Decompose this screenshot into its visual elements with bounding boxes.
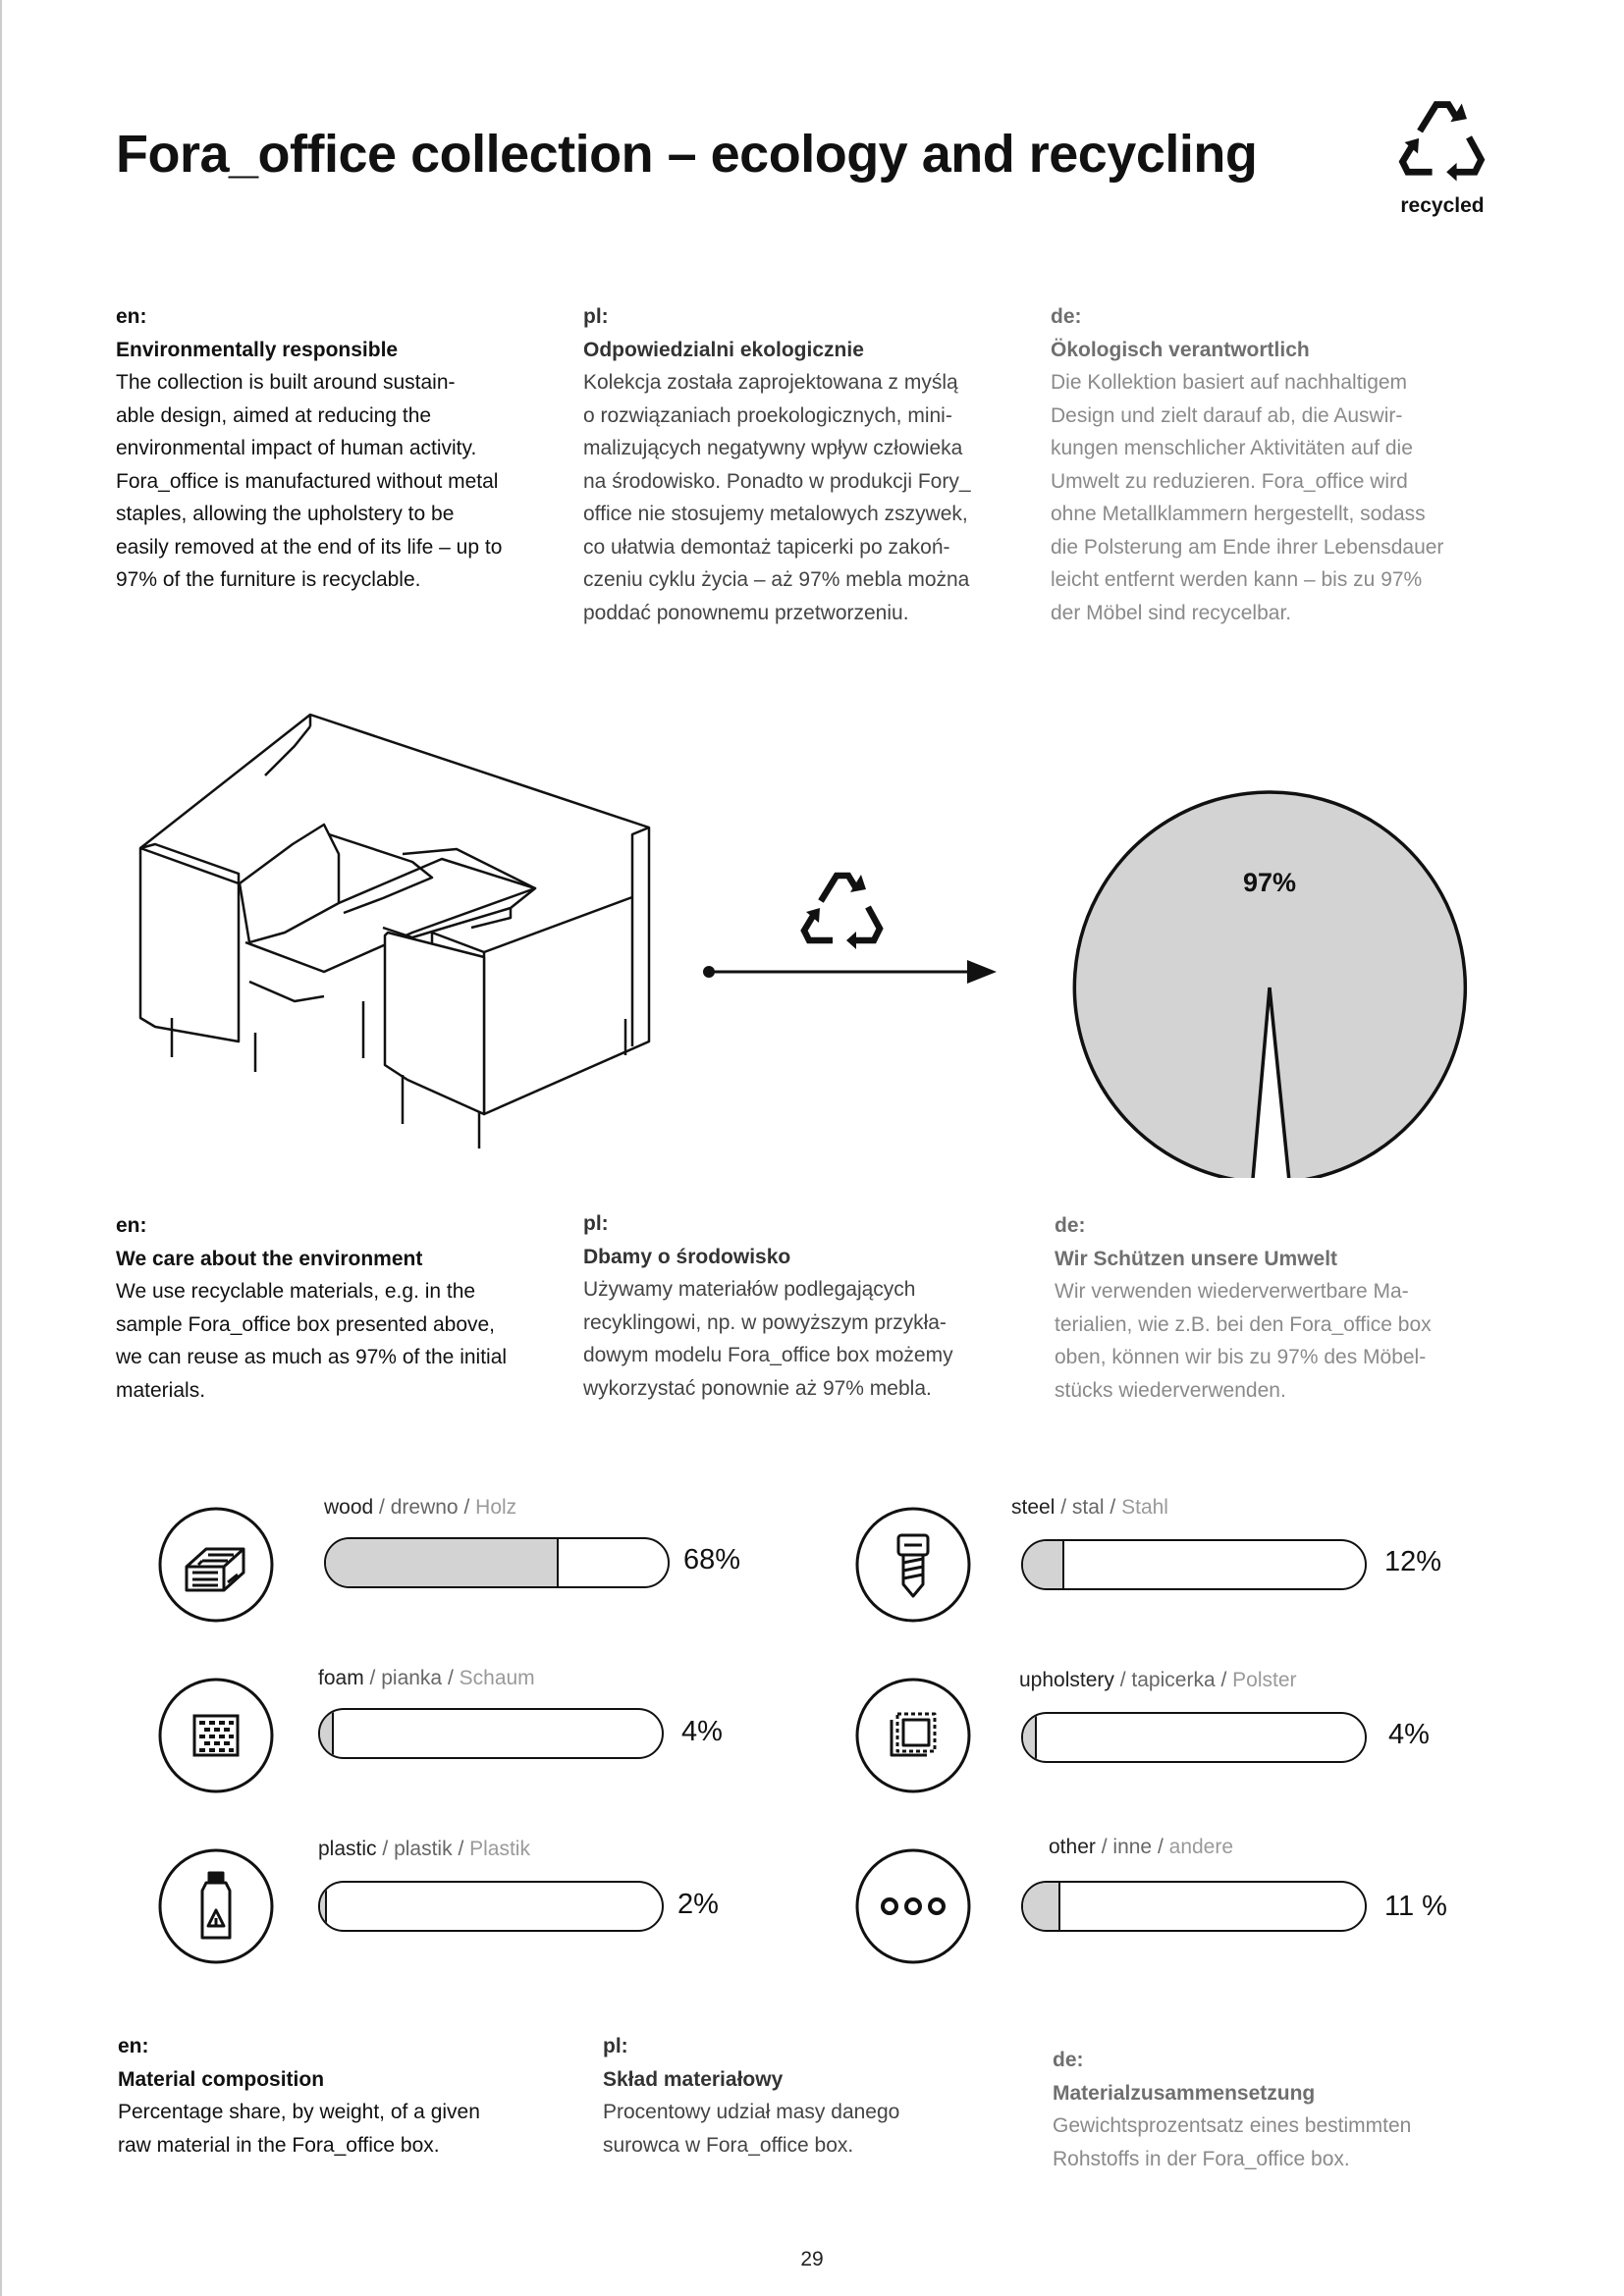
name-separator: / bbox=[1101, 1836, 1108, 1858]
material-name bbox=[1049, 1836, 1233, 1859]
page-number-wrap bbox=[0, 2248, 1624, 2291]
name-de: Polster bbox=[1232, 1669, 1297, 1691]
body-line: der Möbel sind recycelbar. bbox=[1051, 601, 1292, 624]
lang-label: de: bbox=[1055, 1214, 1086, 1237]
body-line: surowca w Fora_office box. bbox=[603, 2133, 854, 2157]
name-pl: plastik bbox=[394, 1838, 453, 1860]
pie-percentage-label: 97% bbox=[1242, 868, 1297, 897]
material-other bbox=[854, 1838, 1463, 1975]
name-en: other bbox=[1049, 1836, 1096, 1858]
material-bar bbox=[324, 1537, 670, 1588]
section3-en bbox=[118, 2030, 550, 2162]
section1-en bbox=[116, 300, 548, 597]
lang-label: pl: bbox=[583, 1212, 609, 1235]
body-line: leicht entfernt werden kann – bis zu 97% bbox=[1051, 568, 1423, 591]
name-separator: / bbox=[447, 1667, 454, 1689]
body-line: co ułatwia demontaż tapicerki po zakoń- bbox=[583, 535, 950, 559]
name-pl: stal bbox=[1071, 1496, 1105, 1519]
body-line: Fora_office is manufactured without metal bbox=[116, 469, 499, 493]
body-line: materials. bbox=[116, 1378, 206, 1402]
material-percentage: 11 % bbox=[1384, 1891, 1447, 1922]
body-line: Wir verwenden wiederverwertbare Ma- bbox=[1055, 1280, 1409, 1303]
body-line: Design und zielt darauf ab, die Auswir- bbox=[1051, 403, 1403, 427]
body-line: Umwelt zu reduzieren. Fora_office wird bbox=[1051, 469, 1408, 493]
name-de: Schaum bbox=[459, 1667, 535, 1689]
name-en: foam bbox=[318, 1667, 364, 1689]
body-line: poddać ponownemu przetworzeniu. bbox=[583, 601, 909, 624]
body-line: malizujących negatywny wpływ człowieka bbox=[583, 437, 963, 459]
bar-fill bbox=[320, 1710, 334, 1757]
recycled-label: recycled bbox=[1400, 194, 1485, 217]
bar-fill bbox=[320, 1883, 327, 1930]
recycle-icon bbox=[804, 875, 880, 949]
section1-pl bbox=[583, 300, 1015, 629]
body-line: wykorzystać ponownie aż 97% mebla. bbox=[583, 1376, 932, 1400]
screw-icon bbox=[854, 1506, 972, 1624]
lang-label: en: bbox=[118, 2035, 149, 2057]
material-name bbox=[324, 1496, 516, 1520]
section-heading: Ökologisch verantwortlich bbox=[1051, 338, 1310, 361]
wood-icon bbox=[157, 1506, 275, 1624]
bar-fill bbox=[326, 1539, 559, 1586]
body-line: we can reuse as much as 97% of the initial bbox=[116, 1346, 508, 1368]
body-line: ohne Metallklammern hergestellt, sodass bbox=[1051, 503, 1426, 525]
body-line: Procentowy udział masy danego bbox=[603, 2101, 900, 2123]
name-de: Stahl bbox=[1121, 1496, 1168, 1519]
material-name bbox=[1019, 1669, 1297, 1692]
material-name bbox=[318, 1667, 535, 1690]
name-de: Holz bbox=[475, 1496, 517, 1519]
material-bar bbox=[318, 1708, 664, 1759]
material-name bbox=[1011, 1496, 1168, 1520]
name-separator: / bbox=[1119, 1669, 1126, 1691]
name-pl: tapicerka bbox=[1131, 1669, 1216, 1691]
bar-fill bbox=[1023, 1714, 1037, 1761]
section-heading: Dbamy o środowisko bbox=[583, 1245, 791, 1268]
material-name bbox=[318, 1838, 530, 1861]
body-line: Rohstoffs in der Fora_office box. bbox=[1053, 2147, 1350, 2170]
name-en: wood bbox=[324, 1496, 374, 1519]
body-line: able design, aimed at reducing the bbox=[116, 403, 432, 427]
pie-slice-recycled bbox=[1074, 792, 1465, 1178]
material-bar bbox=[1021, 1712, 1367, 1763]
body-line: Kolekcja została zaprojektowana z myślą bbox=[583, 371, 958, 394]
name-separator: / bbox=[458, 1838, 464, 1860]
material-percentage: 4% bbox=[1388, 1719, 1430, 1750]
section-heading: Environmentally responsible bbox=[116, 338, 399, 361]
body-line: Gewichtsprozentsatz eines bestimmten bbox=[1053, 2114, 1412, 2137]
lang-label: en: bbox=[116, 1214, 147, 1237]
name-separator: / bbox=[463, 1496, 470, 1519]
pie-chart bbox=[1074, 792, 1465, 1178]
body-line: czeniu cyklu życia – aż 97% mebla można bbox=[583, 568, 970, 591]
material-foam bbox=[157, 1667, 766, 1804]
bar-fill bbox=[1023, 1883, 1060, 1930]
upholstery-icon bbox=[854, 1677, 972, 1794]
material-percentage: 12% bbox=[1384, 1546, 1442, 1577]
body-line: terialien, wie z.B. bei den Fora_office box bbox=[1055, 1312, 1432, 1336]
recycled-badge bbox=[1388, 90, 1496, 218]
page-number: 29 bbox=[800, 2248, 824, 2270]
name-separator: / bbox=[1060, 1496, 1067, 1519]
recycle-icon bbox=[1391, 90, 1493, 192]
name-separator: / bbox=[1110, 1496, 1116, 1519]
name-de: andere bbox=[1168, 1836, 1234, 1858]
material-percentage: 68% bbox=[683, 1544, 741, 1575]
name-separator: / bbox=[1220, 1669, 1227, 1691]
material-wood bbox=[157, 1496, 766, 1633]
body-line: The collection is built around sustain- bbox=[116, 371, 456, 394]
name-en: upholstery bbox=[1019, 1669, 1114, 1691]
section-heading: Odpowiedzialni ekologicznie bbox=[583, 338, 864, 361]
material-upholstery bbox=[854, 1667, 1463, 1804]
more-dots-icon bbox=[854, 1847, 972, 1965]
body-line: Die Kollektion basiert auf nachhaltigem bbox=[1051, 371, 1408, 394]
recycling-illustration bbox=[0, 687, 1624, 1178]
body-line: staples, allowing the upholstery to be bbox=[116, 503, 455, 525]
name-separator: / bbox=[369, 1667, 376, 1689]
section3-pl bbox=[603, 2030, 1035, 2162]
name-separator: / bbox=[379, 1496, 385, 1519]
section2-de bbox=[1055, 1209, 1487, 1407]
lang-label: de: bbox=[1053, 2049, 1084, 2071]
plastic-bottle-icon bbox=[157, 1847, 275, 1965]
body-line: Percentage share, by weight, of a given bbox=[118, 2101, 480, 2123]
body-line: stücks wiederverwenden. bbox=[1055, 1378, 1286, 1402]
name-en: plastic bbox=[318, 1838, 377, 1860]
name-pl: drewno bbox=[390, 1496, 459, 1519]
page-title: Fora_office collection – ecology and recycling bbox=[116, 125, 1258, 184]
body-line: die Polsterung am Ende ihrer Lebensdauer bbox=[1051, 535, 1444, 559]
lang-label: de: bbox=[1051, 305, 1082, 328]
material-bar bbox=[1021, 1881, 1367, 1932]
arrow-right-icon bbox=[703, 960, 997, 984]
body-line: easily removed at the end of its life – up to bbox=[116, 535, 503, 559]
body-line: Używamy materiałów podlegających bbox=[583, 1278, 916, 1301]
body-line: sample Fora_office box presented above, bbox=[116, 1312, 496, 1336]
section-heading: Wir Schützen unsere Umwelt bbox=[1055, 1247, 1338, 1270]
body-line: We use recyclable materials, e.g. in the bbox=[116, 1280, 476, 1303]
body-line: office nie stosujemy metalowych zszywek, bbox=[583, 503, 968, 525]
section2-pl bbox=[583, 1207, 1015, 1405]
lang-label: pl: bbox=[583, 305, 609, 328]
body-line: dowym modelu Fora_office box możemy bbox=[583, 1344, 953, 1366]
material-bar bbox=[1021, 1539, 1367, 1590]
material-bar bbox=[318, 1881, 664, 1932]
body-line: o rozwiązaniach proekologicznych, mini- bbox=[583, 403, 952, 427]
body-line: raw material in the Fora_office box. bbox=[118, 2133, 440, 2157]
name-en: steel bbox=[1011, 1496, 1056, 1519]
material-percentage: 4% bbox=[681, 1716, 723, 1747]
name-separator: / bbox=[1157, 1836, 1164, 1858]
body-line: oben, können wir bis zu 97% des Möbel- bbox=[1055, 1346, 1427, 1368]
body-line: 97% of the furniture is recyclable. bbox=[116, 568, 421, 591]
office-box-sofa-icon bbox=[140, 715, 649, 1148]
section-heading: Material composition bbox=[118, 2067, 325, 2091]
material-plastic bbox=[157, 1838, 766, 1975]
material-steel bbox=[854, 1496, 1463, 1633]
name-pl: pianka bbox=[381, 1667, 443, 1689]
section-heading: We care about the environment bbox=[116, 1247, 423, 1270]
body-line: environmental impact of human activity. bbox=[116, 437, 477, 459]
material-percentage: 2% bbox=[677, 1889, 719, 1920]
name-separator: / bbox=[382, 1838, 389, 1860]
section1-de bbox=[1051, 300, 1483, 629]
foam-icon bbox=[157, 1677, 275, 1794]
section-heading: Skład materiałowy bbox=[603, 2067, 784, 2091]
section3-de bbox=[1053, 2044, 1485, 2175]
lang-label: pl: bbox=[603, 2035, 628, 2057]
lang-label: en: bbox=[116, 305, 147, 328]
body-line: recyklingowi, np. w powyższym przykła- bbox=[583, 1310, 947, 1334]
section2-en bbox=[116, 1209, 548, 1407]
body-line: na środowisko. Ponadto w produkcji Fory_ bbox=[583, 469, 971, 493]
bar-fill bbox=[1023, 1541, 1064, 1588]
name-pl: inne bbox=[1112, 1836, 1153, 1858]
section-heading: Materialzusammensetzung bbox=[1053, 2081, 1316, 2105]
body-line: kungen menschlicher Aktivitäten auf die bbox=[1051, 437, 1413, 459]
name-de: Plastik bbox=[469, 1838, 530, 1860]
